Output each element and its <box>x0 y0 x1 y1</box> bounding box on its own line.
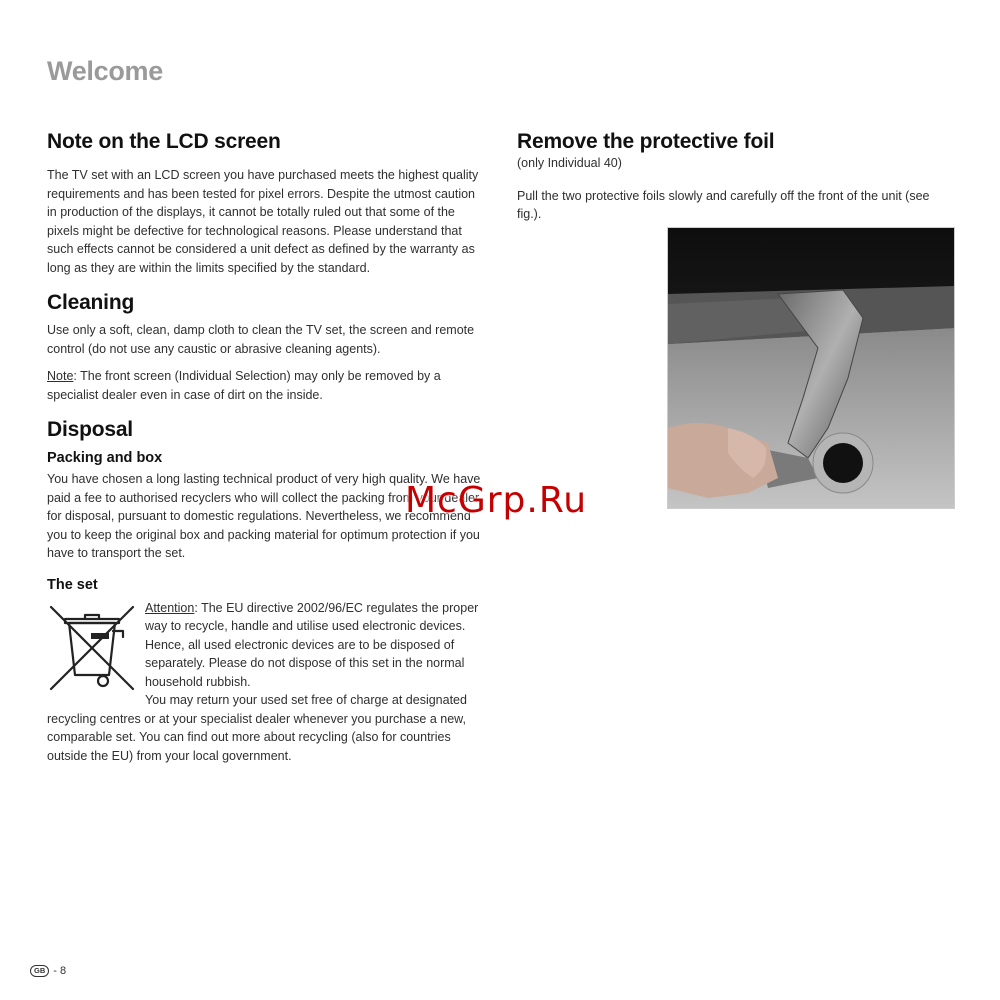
disposal-heading: Disposal <box>47 418 133 441</box>
foil-subheading: (only Individual 40) <box>517 156 622 170</box>
footer <box>30 965 66 977</box>
lcd-heading: Note on the LCD screen <box>47 130 281 153</box>
cleaning-section <box>47 289 487 404</box>
disposal-section <box>47 416 487 765</box>
lcd-section <box>47 128 487 277</box>
note-label: Note <box>47 369 74 383</box>
cleaning-heading: Cleaning <box>47 291 135 314</box>
weee-block <box>47 599 487 692</box>
watermark: McGrp.Ru <box>405 480 588 521</box>
lcd-body: The TV set with an LCD screen you have purchased meets the highest quality requirements and has been tested for pixel errors. Despite the utmost caution in production of the displays, it cannot be totally ruled out that some of the pixels might be defective for technological reasons. Please understand that such effects cannot be considered a unit defect as defined by the warranty as long as they are within the limits specified by the standard. <box>47 168 479 275</box>
attention-label: Attention <box>145 600 195 615</box>
note-text: : The front screen (Individual Selection) may only be removed by a specialist dealer even in case of dirt on the inside. <box>47 369 441 402</box>
packing-heading: Packing and box <box>47 450 163 466</box>
crossed-out-wheelie-bin-icon <box>47 601 137 693</box>
foil-section <box>517 128 957 224</box>
foil-removal-photo <box>667 227 955 509</box>
packing-body: You have chosen a long lasting technical product of very high quality. We have paid a fee to authorised recyclers who will collect the packing from your dealer for disposal, pursuant to domestic regulations. Nevertheless, we recommend you to keep the original box and packing material for optimum protection if you have to transport the set. <box>47 472 481 560</box>
page-title: Welcome <box>47 56 163 86</box>
photo-illustration <box>668 228 954 508</box>
attention-text: Attention: The EU directive 2002/96/EC regulates the proper way to recycle, handle and utilise used electronic devices. Hence, all used electronic devices are to be disposed of separately. Please do not dispose of this set in the normal household rubbish. <box>145 600 479 689</box>
cleaning-note <box>47 367 487 404</box>
cleaning-body: Use only a soft, clean, damp cloth to clean the TV set, the screen and remote control (do not use any caustic or abrasive cleaning agents). <box>47 323 475 356</box>
right-column <box>517 128 957 224</box>
country-badge: GB <box>30 965 49 977</box>
set-heading: The set <box>47 576 98 593</box>
left-column <box>47 128 487 765</box>
foil-heading: Remove the protective foil <box>517 130 775 153</box>
page-number: - 8 <box>53 965 67 977</box>
foil-body: Pull the two protective foils slowly and carefully off the front of the unit (see fig.). <box>517 188 930 221</box>
return-text: You may return your used set free of charge at designated recycling centres or at your specialist dealer whenever you purchase a new, comparable set. You can find out more about recycling (also for countries outside the EU) from your local government. <box>47 693 467 763</box>
